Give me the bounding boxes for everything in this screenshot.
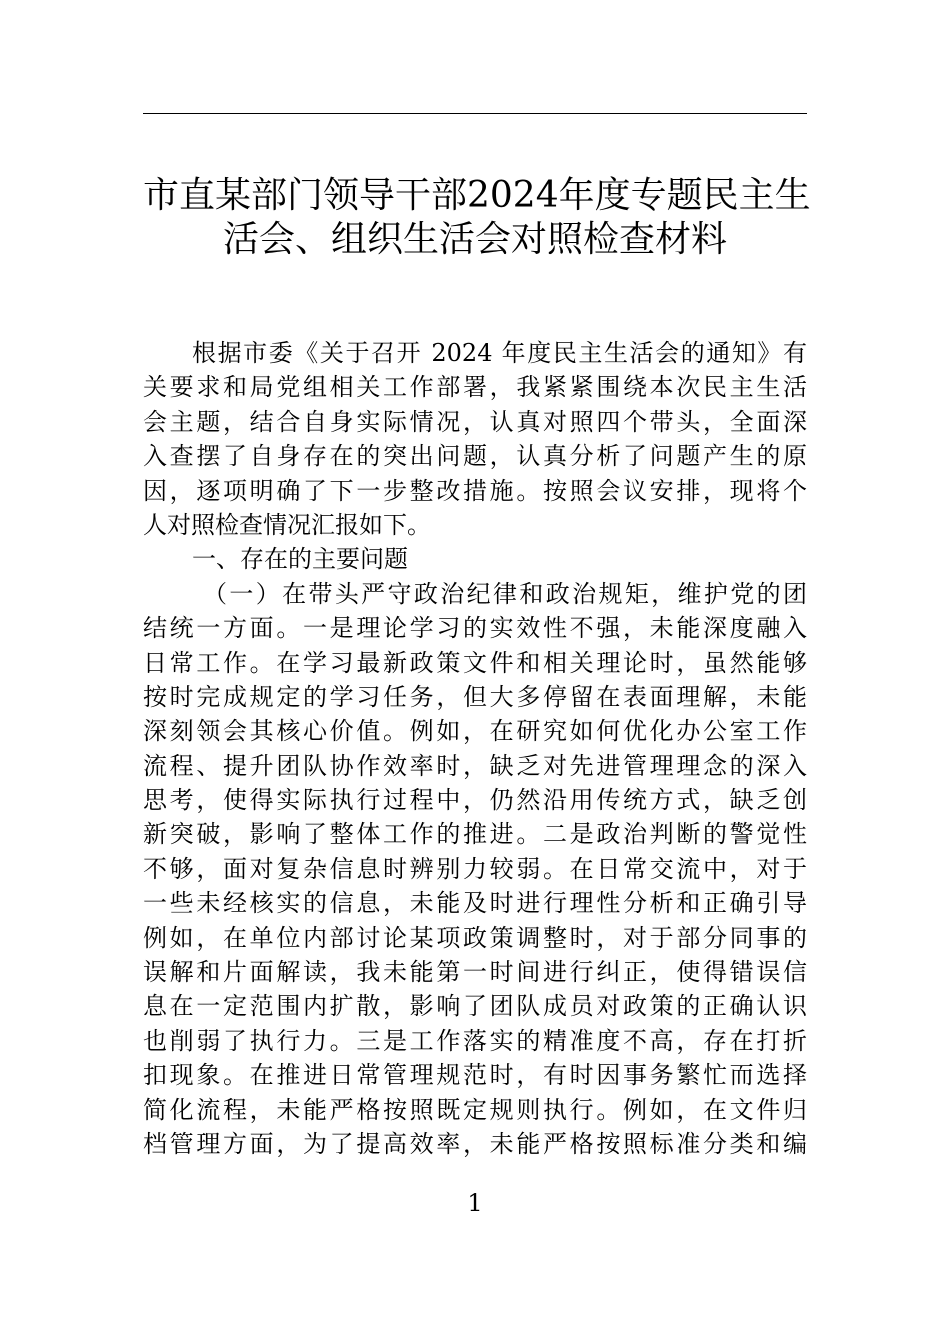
body-line: 误解和片面解读，我未能第一时间进行纠正，使得错误信 [143,958,807,987]
body-line: 因，逐项明确了下一步整改措施。按照会议安排，现将个 [143,476,807,505]
page-number: 1 [467,1189,483,1217]
body-line: 扣现象。在推进日常管理规范时，有时因事务繁忙而选择 [143,1061,807,1090]
body-line: 结统一方面。一是理论学习的实效性不强，未能深度融入 [143,614,807,643]
body-line: 入查摆了自身存在的突出问题，认真分析了问题产生的原 [143,442,807,471]
body-line: 一些未经核实的信息，未能及时进行理性分析和正确引导 [143,889,807,918]
body-line: 档管理方面，为了提高效率，未能严格按照标准分类和编 [143,1129,807,1158]
body-line: 按时完成规定的学习任务，但大多停留在表面理解，未能 [143,682,807,711]
subsection-heading: （一）在带头严守政治纪律和政治规矩，维护党的团 [203,579,807,608]
document-title-line-1: 市直某部门领导干部2024年度专题民主生 [143,175,811,216]
body-line: 深刻领会其核心价值。例如，在研究如何优化办公室工作 [143,717,807,746]
body-line: 根据市委《关于召开 2024 年度民主生活会的通知》有 [192,339,807,367]
body-line: 不够，面对复杂信息时辨别力较弱。在日常交流中，对于 [143,854,807,883]
header-rule [143,113,807,114]
body-line: 会主题，结合自身实际情况，认真对照四个带头，全面深 [143,407,807,436]
body-line: 流程、提升团队协作效率时，缺乏对先进管理理念的深入 [143,751,807,780]
body-line: 思考，使得实际执行过程中，仍然沿用传统方式，缺乏创 [143,786,807,815]
body-line: 例如，在单位内部讨论某项政策调整时，对于部分同事的 [143,923,807,952]
document-title-line-2: 活会、组织生活会对照检查材料 [222,219,727,260]
body-line: 关要求和局党组相关工作部署，我紧紧围绕本次民主生活 [143,373,807,402]
body-line: 也削弱了执行力。三是工作落实的精准度不高，存在打折 [143,1026,807,1055]
body-line: 日常工作。在学习最新政策文件和相关理论时，虽然能够 [143,648,807,677]
document-body [143,336,807,1161]
body-line: 息在一定范围内扩散，影响了团队成员对政策的正确认识 [143,992,807,1021]
body-line: 新突破，影响了整体工作的推进。二是政治判断的警觉性 [143,820,807,849]
body-line: 简化流程，未能严格按照既定规则执行。例如，在文件归 [143,1095,807,1124]
body-line: 人对照检查情况汇报如下。 [143,510,431,539]
section-heading: 一、存在的主要问题 [192,545,408,574]
